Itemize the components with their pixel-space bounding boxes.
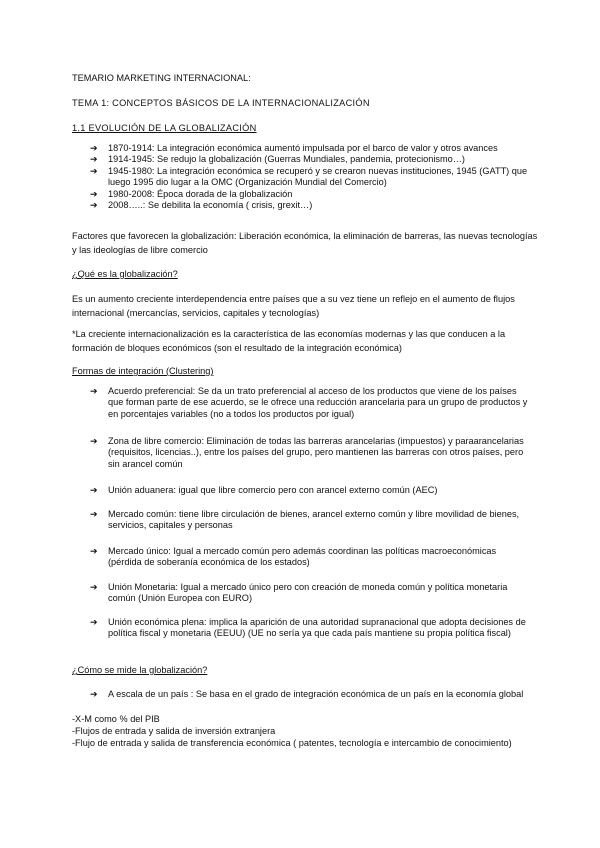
arrow-icon: ➔ bbox=[90, 582, 98, 592]
evolution-list bbox=[90, 143, 530, 211]
measure-list bbox=[90, 689, 550, 700]
forms-list-item-2 bbox=[90, 436, 530, 470]
forms-list-item-3 bbox=[90, 485, 530, 496]
arrow-icon: ➔ bbox=[90, 689, 98, 699]
arrow-icon: ➔ bbox=[90, 546, 98, 556]
forms-list-item-6 bbox=[90, 582, 530, 605]
indicator-line: -X-M como % del PIB bbox=[72, 714, 160, 724]
list-item: ➔ Mercado común: tiene libre circulación de bienes, arancel externo común y libre movilidad de bienes, servicios, capitales y personas bbox=[90, 509, 520, 531]
forms-list-item-1 bbox=[90, 386, 530, 420]
list-item: ➔ Zona de libre comercio: Eliminación de todas las barreras arancelarias (impuestos) y paraarancelarias (requisitos, licencias..), entre los países del grupo, pero mantienen las barreras con otros países, pero sin arancel común bbox=[90, 436, 524, 469]
list-item: ➔ Mercado único: Igual a mercado común pero además coordinan las políticas macroeconómicas (pérdida de soberanía económica de los estados) bbox=[90, 546, 497, 568]
what-is-heading: ¿Qué es la globalización? bbox=[72, 269, 178, 279]
list-item: ➔ Unión Monetaria: Igual a mercado único pero con creación de moneda común y política monetaria común (Unión Europea con EURO) bbox=[90, 582, 508, 604]
forms-list-item-7 bbox=[90, 617, 530, 640]
forms-list-item-5 bbox=[90, 546, 530, 569]
arrow-icon: ➔ bbox=[90, 188, 98, 199]
indicator-line: -Flujos de entrada y salida de inversión extranjera bbox=[72, 726, 276, 736]
measure-indicators bbox=[72, 713, 512, 749]
list-item: ➔ Unión económica plena: implica la aparición de una autoridad supranacional que adopta decisiones de política fiscal y monetaria (EEUU) (UE no sería ya que cada país mantiene su propia política fiscal) bbox=[90, 617, 526, 639]
arrow-icon: ➔ bbox=[90, 200, 98, 211]
note-paragraph: *La creciente internacionalización es la característica de las economías modernas y las que conducen a la formación de bloques económicos (son el resultado de la integración económica) bbox=[72, 329, 506, 353]
indicator-line: -Flujo de entrada y salida de transferencia económica ( patentes, tecnología e intercambio de conocimiento) bbox=[72, 738, 512, 748]
arrow-icon: ➔ bbox=[90, 154, 98, 165]
list-item: ➔ 1914-1945: Se redujo la globalización (Guerras Mundiales, pandemia, protecionismo…) bbox=[90, 154, 465, 165]
section-heading-evolution: 1.1 EVOLUCIÓN DE LA GLOBALIZACIÓN bbox=[72, 123, 257, 133]
arrow-icon: ➔ bbox=[90, 617, 98, 627]
list-item: ➔ 1980-2008: Época dorada de la globalización bbox=[90, 188, 293, 199]
factors-paragraph: Factores que favorecen la globalización: Liberación económica, la eliminación de barreras, las nuevas tecnologías y las ideologías de libre comercio bbox=[72, 231, 538, 255]
arrow-icon: ➔ bbox=[90, 386, 98, 396]
measure-heading: ¿Cómo se mide la globalización? bbox=[72, 665, 208, 675]
list-item: ➔ Unión aduanera: igual que libre comercio pero con arancel externo común (AEC) bbox=[90, 485, 438, 495]
arrow-icon: ➔ bbox=[90, 143, 98, 153]
arrow-icon: ➔ bbox=[90, 165, 98, 176]
document-title: TEMARIO MARKETING INTERNACIONAL: bbox=[72, 73, 251, 83]
list-item: ➔ 1870-1914: La integración económica aumentó impulsada por el barco de valor y otros avances bbox=[90, 143, 498, 153]
list-item: ➔ 2008…..: Se debilita la economía ( crisis, grexit…) bbox=[90, 200, 313, 211]
arrow-icon: ➔ bbox=[90, 485, 98, 495]
arrow-icon: ➔ bbox=[90, 509, 98, 519]
list-item: ➔ 1945-1980: La integración económica se recuperó y se crearon nuevas instituciones, 1945 (GATT) que luego 1995 dio lugar a la OMC (Organización Mundial del Comercio) bbox=[90, 165, 528, 188]
what-is-paragraph: Es un aumento creciente interdependencia entre países que a su vez tiene un reflejo en el aumento de flujos internacional (mercancías, servicios, capitales y tecnologías) bbox=[72, 294, 515, 318]
list-item: ➔ Acuerdo preferencial: Se da un trato preferencial al acceso de los productos que viene de los países que forman parte de ese acuerdo, se le ofrece una reducción arancelaria para un grupo de productos y en porcentajes variables (no a todos los productos por igual) bbox=[90, 386, 528, 419]
theme-title: TEMA 1: CONCEPTOS BÁSICOS DE LA INTERNACIONALIZACIÓN bbox=[72, 98, 370, 108]
forms-heading: Formas de integración (Clustering) bbox=[72, 366, 214, 376]
list-item: ➔ A escala de un país : Se basa en el grado de integración económica de un país en la economía global bbox=[90, 689, 524, 699]
arrow-icon: ➔ bbox=[90, 436, 98, 446]
forms-list-item-4 bbox=[90, 509, 530, 532]
